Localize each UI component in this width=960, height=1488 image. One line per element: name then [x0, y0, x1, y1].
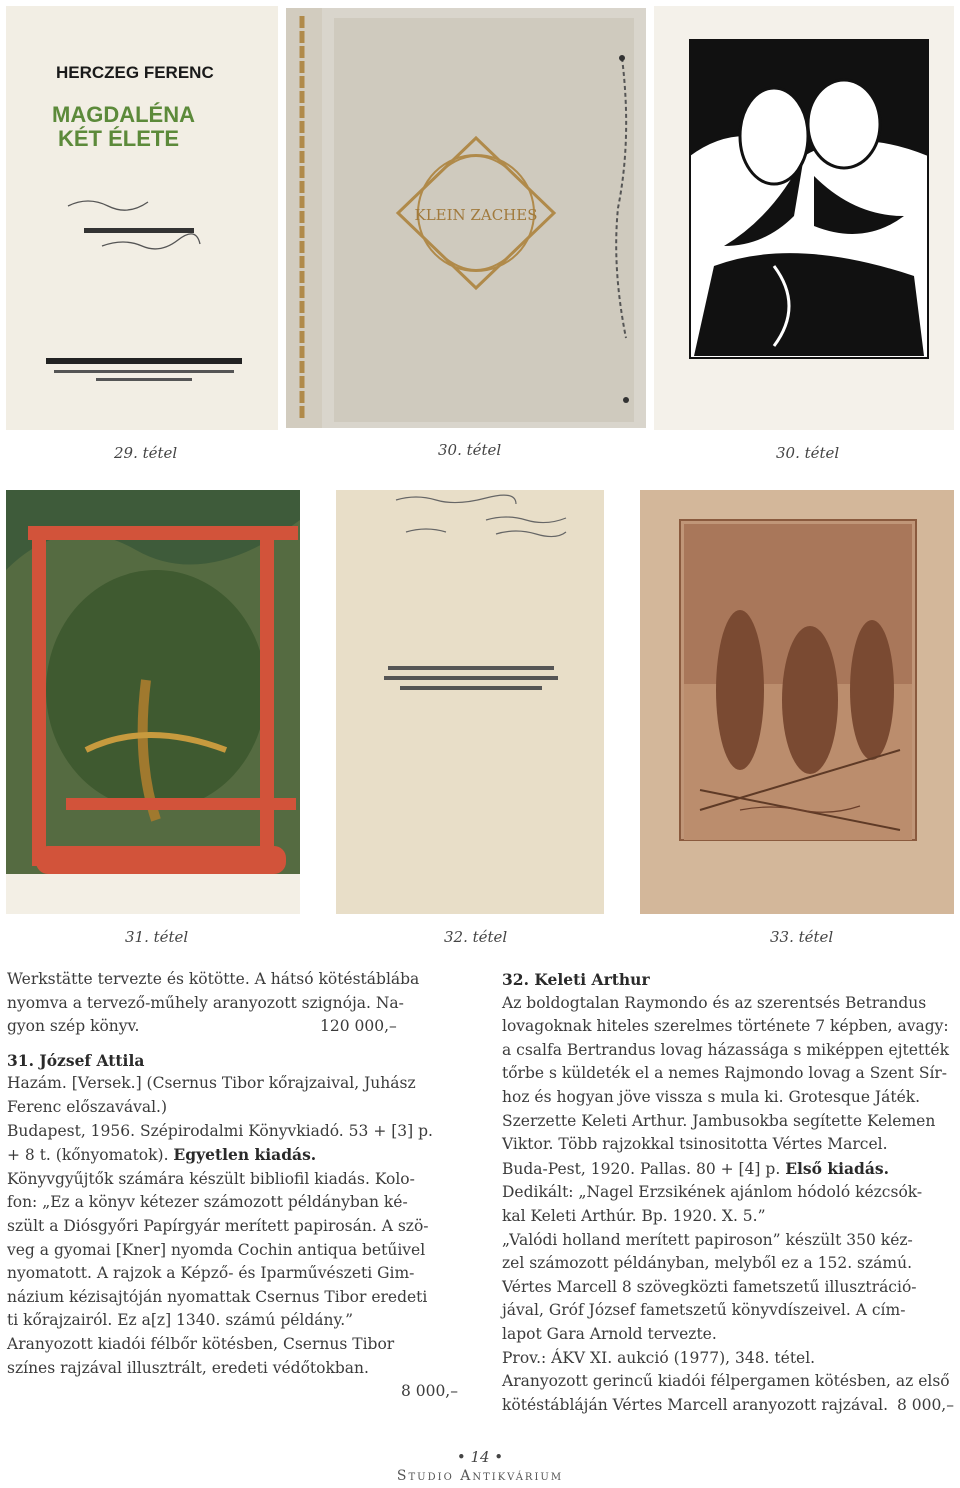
lot-32-line: Aranyozott gerincű kiadói félpergamen kötésben, az első [502, 1372, 950, 1391]
lot-32-line: hoz és hogyan jöve vissza s mula ki. Grotesque Játék. [502, 1087, 921, 1106]
intro-price: 120 000,– [320, 1017, 397, 1036]
caption-lot-31: 31. tétel [125, 928, 189, 946]
caption-lot-30-b: 30. tétel [776, 444, 840, 462]
caption-lot-29: 29. tétel [114, 444, 178, 462]
lot-32-price: 8 000,– [896, 1395, 954, 1414]
photo-lot-30-cover [286, 8, 646, 428]
page-number: • 14 • [456, 1448, 504, 1466]
lot-32-line: lapot Gara Arnold tervezte. [502, 1324, 717, 1343]
lot-32-line: Vértes Marcell 8 szövegközti fametszetű illusztráció- [502, 1277, 917, 1296]
cover-title-line-1: MAGDALÉNA [52, 102, 195, 127]
lot-32-line: jával, Gróf József fametszetű könyvdíszeivel. A cím- [502, 1301, 906, 1320]
footer-brand: Studio Antikvárium [396, 1468, 564, 1484]
lot-32-line: kal Keleti Arthúr. Bp. 1920. X. 5.” [502, 1206, 766, 1225]
lot-31-line: Hazám. [Versek.] (Csernus Tibor kőrajzaival, Juhász [7, 1074, 416, 1093]
left-text-column [7, 968, 458, 1404]
lot-31-line: Budapest, 1956. Szépirodalmi Könyvkiadó. 53 + [3] p. [7, 1121, 433, 1140]
lot-32-line: a csalfa Bertrandus lovag házassága s miképpen ejtették [502, 1040, 949, 1059]
caption-lot-30-a: 30. tétel [438, 441, 502, 459]
lot-32-line: Viktor. Több rajzokkal tsinositotta Vértes Marcel. [502, 1135, 888, 1154]
lot-31-line: nyomatott. A rajzok a Képző- és Iparművészeti Gim- [7, 1264, 415, 1283]
lot-31-line: szült a Diósgyőri Papírgyár merített papirosán. A szö- [7, 1216, 429, 1235]
photo-lot-32-title-page [336, 490, 604, 914]
lot-32-line: Szerzette Keleti Arthur. Jambusokba segítette Kelemen [502, 1111, 936, 1130]
lot-31-line: fon: „Ez a könyv kétezer számozott példányban ké- [7, 1193, 408, 1212]
lot-32-line: kötéstábláján Vértes Marcell aranyozott rajzával. [502, 1395, 889, 1414]
cover-title-line-2: KÉT ÉLETE [58, 126, 180, 151]
lot-32-line: Dedikált: „Nagel Erzsikének ajánlom hódoló kézcsók- [502, 1183, 923, 1202]
caption-lot-33: 33. tétel [770, 928, 834, 946]
lot-31-line: színes rajzával illusztrált, eredeti védőtokban. [7, 1358, 369, 1377]
lot-32-edition: Első kiadás. [785, 1158, 890, 1178]
lot-31-line: názium kézisajtóján nyomattak Csernus Tibor eredeti [7, 1287, 428, 1306]
caption-lot-32: 32. tétel [444, 928, 508, 946]
photo-lot-33-etching [640, 490, 954, 914]
lot-31-edition: Egyetlen kiadás. [173, 1145, 317, 1165]
lot-32-line: lovagoknak hiteles szerelmes története 7 képben, avagy: [502, 1017, 949, 1036]
lot-32-line: „Valódi holland merített papiroson” készült 350 kéz- [502, 1230, 913, 1249]
intro-line: nyomva a tervező-műhely aranyozott szignója. Na- [7, 993, 404, 1012]
lot-32-line: Az boldogtalan Raymondo és az szerentsés Betrandus [502, 993, 927, 1012]
lot-31-line: veg a gyomai [Kner] nyomda Cochin antiqua betűivel [7, 1240, 426, 1259]
photo-lot-31-cover [6, 490, 300, 914]
intro-line: Werkstätte tervezte és kötötte. A hátsó kötéstáblába [7, 970, 420, 988]
lot-32-line: Prov.: ÁKV XI. aukció (1977), 348. tétel. [502, 1348, 816, 1367]
right-text-column [502, 968, 954, 1417]
lot-31-line: Ferenc előszavával.) [7, 1097, 168, 1116]
lot-32-line: tőrbe s küldeték el a nemes Rajmondo lovag a Szent Sír- [502, 1064, 948, 1083]
lot-31-line: Könyvgyűjtők számára készült bibliofil kiadás. Kolo- [7, 1169, 415, 1188]
lot-32-line: Buda-Pest, 1920. Pallas. 80 + [4] p. [502, 1159, 786, 1178]
lot-32-heading: 32. Keleti Arthur [502, 970, 650, 989]
lot-32-line: zel számozott példányban, melyből ez a 152. számú. [502, 1254, 913, 1273]
lot-31-price: 8 000,– [400, 1382, 458, 1401]
intro-line: gyon szép könyv. [7, 1017, 140, 1036]
cover-title-gold: KLEIN ZACHES [414, 206, 538, 224]
cover-author: HERCZEG FERENC [56, 63, 214, 82]
lot-31-line: + 8 t. (kőnyomatok). [7, 1146, 174, 1165]
lot-31-line: ti kőrajzairól. Ez a[z] 1340. számú példány.” [7, 1311, 354, 1330]
photo-lot-30-illustration [654, 6, 954, 430]
lot-31-line: Aranyozott kiadói félbőr kötésben, Csernus Tibor [7, 1334, 395, 1353]
lot-31-heading: 31. József Attila [7, 1050, 145, 1070]
photo-lot-29-title-page [6, 6, 278, 430]
